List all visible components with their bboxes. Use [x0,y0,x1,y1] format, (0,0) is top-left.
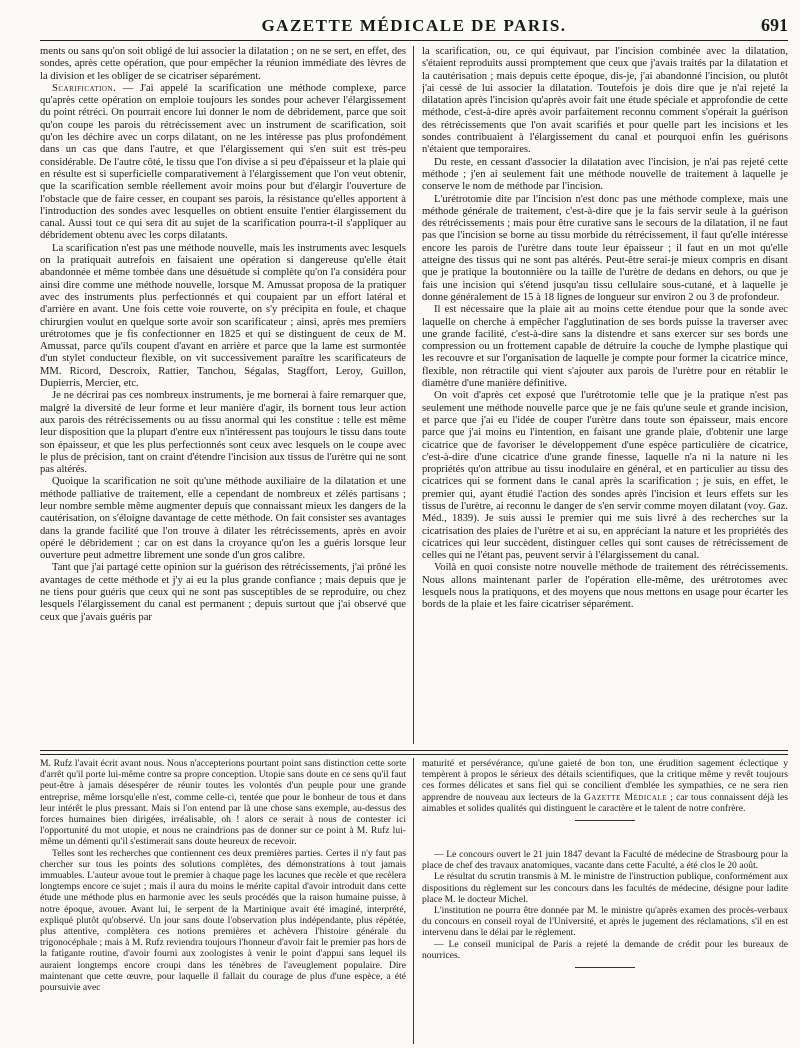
newspaper-page [40,14,788,1044]
paragraph-text: maturité et persévérance, qu'une gaieté de bon ton, une érudition sagement éclectique y tempèrent à propos le sérieux des détails scientifiques, que la critique même y revêt toujours ces formes délicates et sans fiel qui se concilient d'emblée les sympathies, ce ne sera rien apprendre de nouveau aux lecteurs de la [422,758,788,803]
paragraph: Voilà en quoi consiste notre nouvelle méthode de traitement des rétrécissements. Nous allons maintenant parler de l'opération elle-même, des urétrotomes avec lesquels nous la pratiquons, et des moyens que nous mettons en usage pour écarter les bords de la plaie et les faire cicatriser séparément. [422,562,788,611]
paragraph: L'urétrotomie dite par l'incision n'est donc pas une méthode complexe, mais une méthode générale de traitement, c'est-à-dire que je la fais servir seule à la guérison des rétrécissements ; mais pour être curative sans le secours de la dilatation, il ne faut pas que l'incision se borne au tissu morbide du rétrécissement, il faut qu'elle intéresse encore les parois de l'urètre dans toute leur épaisseur ; il faut en un mot qu'elle atteigne des tissus qui ne sont pas altérés. Peut-être serai-je mieux compris en disant que je pratique la boutonnière ou la taille de l'urètre de dedans en dehors, ou que je fais une incision qui s'étend jusqu'au tissu cellulaire sous-cutané, et à laquelle je donne généralement de 15 à 18 lignes de longueur sur environ 2 ou 3 de profondeur. [422,193,788,303]
paragraph-text: ; car tous connaissent déjà les aimables et solides qualités qui distinguent le caractère et le talent de notre confrère. [422,791,788,814]
paragraph: Tant que j'ai partagé cette opinion sur la guérison des rétrécissements, j'ai prôné les avantages de cette méthode et j'y ai eu la plus grande confiance ; mais depuis que je ne tiens pour guéris que ceux qui ne sont pas susceptibles de se reproduire, ou chez lesquels l'élargissement du canal est permanent ; depuis surtout que j'ai observé que ceux que j'avais guéris par [40,562,406,623]
page-number: 691 [761,15,788,35]
paragraph: Du reste, en cessant d'associer la dilatation avec l'incision, je n'ai pas rejeté cette méthode ; j'en ai seulement fait une méthode nouvelle de traitement à laquelle je conserve le nom de méthode par l'incision. [422,156,788,193]
news-separator [575,967,635,968]
page-header [40,14,788,41]
news-item: L'institution ne pourra être donnée par M. le ministre qu'après examen des procès-verbaux du concours en conseil royal de l'Université, et après le jugement des réclamations, s'il en est intervenu dans le délai par le règlement. [422,905,788,939]
left-column [40,46,406,746]
right-column [422,46,788,746]
main-article [40,46,788,746]
column-divider [413,46,414,744]
paragraph: Telles sont les recherches que contiennent ces deux premières parties. Certes il n'y faut pas chercher sur tous les points des solutions complètes, des démonstrations à tout jamais immuables. L'auteur avoue tout le premier à chaque page les lacunes que recèle et que recèlera longtemps encore ce sujet ; mais il aura du moins le mérite capital d'avoir introduit dans cette étude une méthode plus en harmonie avec les seuls procédés que la raison humaine puisse, à notre époque, avouer. Avant lui, le serpent de la Martinique avait été imaginé, interprété, expliqué plutôt qu'observé. Un jour sans doute l'observation plus indépendante, plus répétée, plus attentive, complètera ces notions premières et achèvera l'histoire générale du trigonocéphale ; mais à M. Rufz reviendra toujours l'honneur d'avoir fait le premier pas hors de la fatigante routine, d'avoir fourni aux zoologistes à venir le point d'appui sans lequel ils auraient longtemps encore croupi dans les ténèbres de l'aveuglement populaire. Dire maintenant que cette œuvre, pour laquelle il fallait du courage de plus d'une espèce, a été poursuivie avec [40,847,406,994]
feuilleton-divider [40,750,788,755]
news-item: — Le concours ouvert le 21 juin 1847 devant la Faculté de médecine de Strasbourg pour la place de chef des travaux anatomiques, vacante dans cette Faculté, a été clos le 20 août. [422,849,788,872]
news-item: Le résultat du scrutin transmis à M. le ministre de l'instruction publique, conformément aux dispositions du règlement sur les concours dans les facultés de médecine, désigne pour ladite place M. le docteur Michel. [422,871,788,905]
feuilleton-left-column [40,758,406,1044]
paragraph: la scarification, ou, ce qui équivaut, par l'incision combinée avec la dilatation, s'étaient reproduits aussi promptement que ceux que j'avais traités par la dilatation et la cautérisation ; mais depuis cette époque, dis-je, j'ai abandonné l'incision, ou plutôt j'ai cessé de lui associer la dilatation. Toutefois je dois dire que je n'ai rejeté la dilatation après l'incision qu'après avoir fait une étude spéciale et approfondie de cette méthode, c'est-à-dire après avoir parfaitement reconnu comment s'opérait la guérison des rétrécissements que l'on avait scarifiés et pour quelle part les incisions et les sondes contribuaient à l'élargissement du canal et pourquoi enfin les guérisons n'étaient que temporaires. [422,46,788,156]
news-separator [575,820,635,821]
news-item: — Le conseil municipal de Paris a rejeté la demande de crédit pour les bureaux de nourrices. [422,938,788,961]
paragraph: Quoique la scarification ne soit qu'une méthode auxiliaire de la dilatation et une méthode palliative de traitement, elle a cependant de nombreux et zélés partisans ; leur nombre semble même augmenter depuis que connaissant mieux les dangers de la cautérisation, on s'éloigne davantage de cette méthode. On fait consister ses avantages dans la grande facilité que l'on trouve à dilater les rétrécissements, après en avoir opéré le débridement ; car on est dans la croyance qu'on les a guéris lorsque leur ouverture peut admettre librement une sonde d'un gros calibre. [40,476,406,562]
paragraph: M. Rufz l'avait écrit avant nous. Nous n'accepterions pourtant point sans distinction cette sorte d'arrêt qu'il porte lui-même contre sa propre conception. Utopie sans doute en ce sens qu'il faut peut-être à jamais désespérer de réunir toutes les volontés d'un peuple pour une grande entreprise, même lorsqu'elle n'est, comme celle-ci, tentée que pour le bonheur de tous et dans leur intérêt le plus pressant. Mais si l'on entend par là une chose sans exemple, au-dessus des forces humaines bien dirigées, irréalisable, oh ! alors ce serait à nous de contester ici l'opportunité du mot utopie, et nous ne craindrions pas de donner sur ce point à M. Rufz lui-même un démenti qu'il s'estimerait sans doute heureux de recevoir. [40,758,406,848]
paragraph [422,758,788,814]
section-heading: Scarification. [52,82,117,94]
feuilleton-section [40,758,788,1044]
feuilleton-right-column [422,758,788,1044]
paragraph: Je ne décrirai pas ces nombreux instruments, je me bornerai à faire remarquer que, malgré la diversité de leur forme et leur manière d'agir, ils bornent tous leur action aux parois des rétrécissements ou au tissu anormal qui les constitue : telle est même leur disposition que la plupart d'entre eux n'intéressent pas toujours le tissu dans toute son épaisseur, et que les plus perfectionnés sont ceux avec lesquels on le coupe avec le plus de précision, tant on craint d'étendre l'incision aux tissus de l'urètre qui ne sont pas altérés. [40,390,406,476]
paragraph: Il est nécessaire que la plaie ait au moins cette étendue pour que la sonde avec laquelle on cherche à empêcher l'agglutination de ses bords puisse la traverser avec une grande facilité, c'est-à-dire sans la distendre et sans exercer sur ses bords une compression ou un frottement capable de détruire la couche de lymphe plastique qui les recouvre et sur l'organisation de laquelle je compte pour former la cicatrice mince, flexible, non rétractile qui vient s'ajouter aux parois de l'urètre pour en rétablir le diamètre d'une manière définitive. [422,304,788,390]
column-divider [413,758,414,1044]
journal-name: Gazette Médicale [583,791,668,803]
paragraph-scarification [40,83,406,243]
paragraph-text: — J'ai appelé la scarification une méthode complexe, parce qu'après cette opération on emploie toujours les sondes pour achever l'élargissement du point rétréci. On pourrait encore lui donner le nom de débridement, parce que soit qu'on coupe les parois du rétrécissement avec un instrument de scarification, soit qu'on les déchire avec un corps dilatant, on ne les intéresse pas plus profondément dans un cas que dans l'autre, et que l'élargissement qui s'en suit est très-peu considérable. De l'autre côté, le tissu que l'on divise a si peu d'épaisseur et la plaie qui en résulte est si superficielle comparativement à l'élargissement que l'on veut obtenir, que la scarification semble réellement avoir moins pour but d'élargir l'ouverture de l'obstacle que de faire cesser, en coupant ses parois, la résistance qu'elles apportent à l'introduction des sondes avec lesquelles on obtient ensuite l'entier élargissement du canal. Aussi tout ce qui sera dit au sujet de la scarification pourra-t-il s'appliquer au débridement obtenu avec les corps dilatants. [40,82,406,242]
paragraph: On voit d'après cet exposé que l'urétrotomie telle que je la pratique n'est pas seulement une méthode nouvelle parce que je ne fais qu'une seule et grande incision, et parce que j'ai eu l'idée de couper l'urètre dans toute son épaisseur, mais encore parce que j'ai moins eu l'intention, en faisant une grande plaie, d'obtenir une large cicatrice que de favoriser le développement d'une espèce particulière de cicatrice, c'est-à-dire d'une cicatrice d'une grande finesse, laquelle n'a ni la nature ni les propriétés qu'on attribue au tissu inodulaire en général, et en particulier au tissu des cicatrices qui se forment dans le canal après la scarification ; je suis, en effet, le premier qui, ayant étudié l'action des sondes après l'incision et leurs effets sur les tissus de l'urètre, ai reconnu le danger de s'en servir comme moyen dilatant (voy. Gaz. Méd., 1839). Je suis aussi le premier qui me suis livré à des recherches sur la cicatrisation des plaies de l'urètre et ai su, en appréciant la nature et les propriétés des cicatrices qui leur succèdent, distinguer celles qui sont causes de rétrécissement de celles qui ne l'étant pas, peuvent servir à l'élargissement du canal. [422,390,788,562]
paragraph: La scarification n'est pas une méthode nouvelle, mais les instruments avec lesquels on la pratiquait autrefois en faisaient une opération si dangereuse qu'elle était abandonnée et même tombée dans une désuétude si complète qu'on l'a considéra pour ainsi dire comme une méthode nouvelle, lorsque M. Amussat proposa de la pratiquer avec des instruments plus perfectionnés et qui coupaient par un effort latéral et d'arrière en avant. Une fois cette voie rouverte, on s'y précipita en foule, et chaque chirurgien voulut en quelque sorte avoir son scarificateur ; ainsi, après mes premiers urétrotomes que je fis confectionner en 1825 et qui se distinguent de ceux de M. Amussat, parce qu'ils coupent d'avant en arrière et parce que la lame est surmontée d'un stylet conducteur flexible, on vit successivement paraître les scarificateurs de MM. Ricord, Descroix, Rattier, Tanchou, Ségalas, Stagffort, Leroy, Guillon, Dupierris, Mercier, etc. [40,242,406,390]
paragraph: ments ou sans qu'on soit obligé de lui associer la dilatation ; on ne se sert, en effet, des sondes, après cette opération, que pour empêcher la réunion immédiate des lèvres de la division et les obliger de se cicatriser séparément. [40,46,406,82]
journal-title: GAZETTE MÉDICALE DE PARIS. [261,16,567,35]
